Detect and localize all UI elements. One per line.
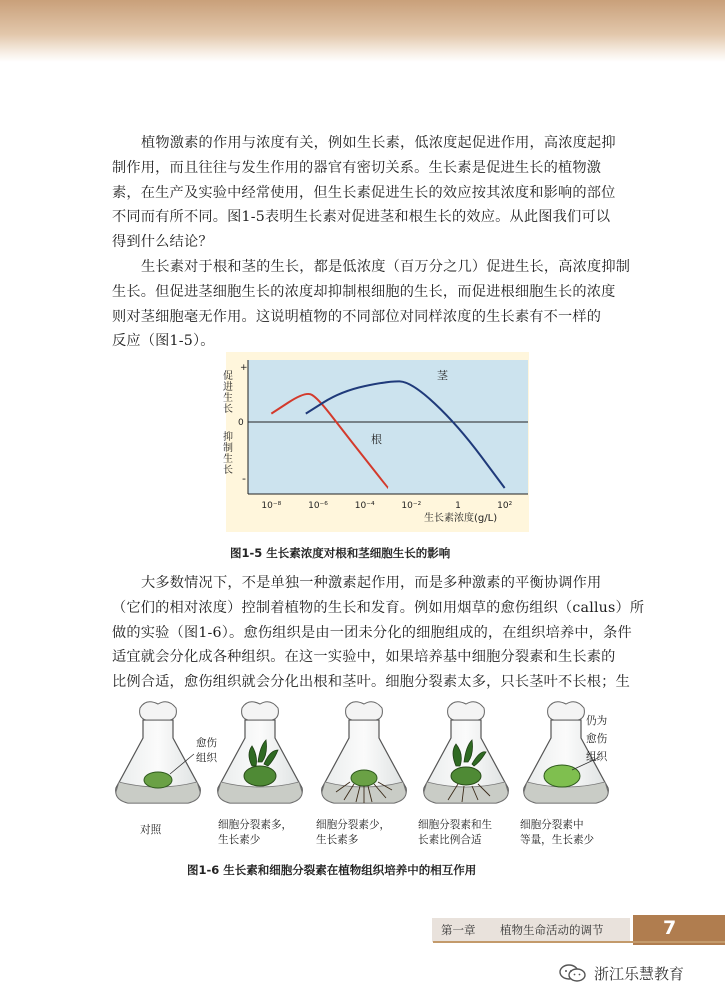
x-tick-label: 10⁻⁴ [354,501,375,511]
text-line: 反应（图1-5）。 [112,333,215,350]
page-header-band [0,0,725,62]
y-zero-label: 0 [238,418,244,428]
inhibit-char: 抑 [223,432,233,443]
flask-illustration [110,700,630,812]
auxin-chart [223,352,529,532]
text-line: （它们的相对浓度）控制着植物的生长和发育。例如用烟草的愈伤组织（callus）所 [112,599,645,616]
chapter-label: 第一章 [441,923,476,937]
label-line: 对照 [140,824,162,836]
paragraph-2 [112,255,631,354]
figure-1-5 [223,352,529,532]
label-line: 生长素多 [316,834,359,846]
callus-label: 愈伤 [196,737,217,749]
flask-label-control [140,823,161,838]
label-line: 仍为 [586,715,608,727]
label-line: 细胞分裂素和生 [418,819,493,831]
text-line: 做的实验（图1-6）。愈伤组织是由一团未分化的细胞组成的，在组织培养中，条件 [112,624,632,641]
x-tick-label: 10⁻² [401,501,422,511]
text-line: 不同而有所不同。图1-5表明生长素对促进茎和根生长的效应。从此图我们可以 [112,209,611,226]
y-plus-label: + [240,363,248,373]
paragraph-3 [112,571,645,695]
text-line: 素，在生产及实验中经常使用，但生长素促进生长的效应按其浓度和影响的部位 [112,184,616,201]
label-line: 细胞分裂素多， [218,819,293,831]
footer-rule [433,941,725,943]
inhibit-char: 制 [223,443,233,454]
still-callus-label [586,712,607,766]
x-tick-label: 10⁻⁶ [308,501,328,511]
x-tick-label: 1 [455,501,461,511]
inhibit-char: 生 [223,454,233,465]
flask-label-still-callus [520,818,594,848]
figure-1-5-caption: 图1-5 生长素浓度对根和茎细胞生长的影响 [230,546,451,560]
text-line: 生长。但促进茎细胞生长的浓度却抑制根细胞的生长，而促进根细胞生长的浓度 [112,283,616,300]
wechat-icon [558,962,588,984]
flask-label-cytokinin-high [218,818,292,848]
label-line: 长素比例合适 [418,834,482,846]
promote-char: 生 [223,393,233,404]
label-line: 等量，生长素少 [520,834,595,846]
text-line: 比例合适，愈伤组织就会分化出根和茎叶。细胞分裂素太多，只长茎叶不长根；生 [112,674,630,691]
x-tick-label: 10⁻⁸ [261,501,282,511]
root-series-label: 根 [371,433,382,446]
text-line: 制作用，而且往往与发生作用的器官有密切关系。生长素是促进生长的植物激 [112,159,602,176]
y-minus-label: - [242,472,246,485]
label-line: 生长素少 [218,834,261,846]
callus-icon [144,772,172,788]
page-number: 7 [663,917,677,939]
label-line: 细胞分裂素少， [316,819,391,831]
callus-icon [544,765,580,787]
text-line: 大多数情况下，不是单独一种激素起作用，而是多种激素的平衡协调作用 [141,575,602,591]
flask-auxin-high [322,702,407,803]
figure-1-6-caption: 图1-6 生长素和细胞分裂素在植物组织培养中的相互作用 [187,863,477,877]
callus-label: 组织 [196,752,217,764]
inhibit-char: 长 [223,465,233,476]
label-line: 愈伤 [586,733,608,745]
text-line: 植物激素的作用与浓度有关，例如生长素，低浓度起促进作用，高浓度起抑 [141,135,616,151]
label-line: 细胞分裂素中 [520,819,584,831]
text-line: 适宜就会分化成各种组织。在这一实验中，如果培养基中细胞分裂素和生长素的 [112,649,616,666]
watermark-text: 浙江乐慧教育 [594,964,685,983]
flask-label-auxin-high [316,818,390,848]
x-axis-label: 生长素浓度(g/L) [424,513,498,524]
label-line: 组织 [586,751,608,763]
promote-char: 长 [223,404,233,415]
flask-control [116,702,201,803]
flask-label-balanced [418,818,492,848]
text-line: 则对茎细胞毫无作用。这说明植物的不同部位对同样浓度的生长素有不一样的 [112,308,602,325]
watermark [558,962,684,984]
flask-balanced [424,702,509,803]
promote-char: 促 [223,371,233,382]
plot-area [248,360,528,494]
promote-char: 进 [223,382,233,393]
text-line: 得到什么结论？ [112,234,213,251]
paragraph-1 [112,131,616,255]
flask-cytokinin-high [218,702,303,803]
text-line: 生长素对于根和茎的生长，都是低浓度（百万分之几）促进生长，高浓度抑制 [141,259,631,275]
x-tick-label: 10² [497,501,513,511]
chapter-title: 植物生命活动的调节 [500,923,604,937]
stem-series-label: 茎 [437,369,448,382]
